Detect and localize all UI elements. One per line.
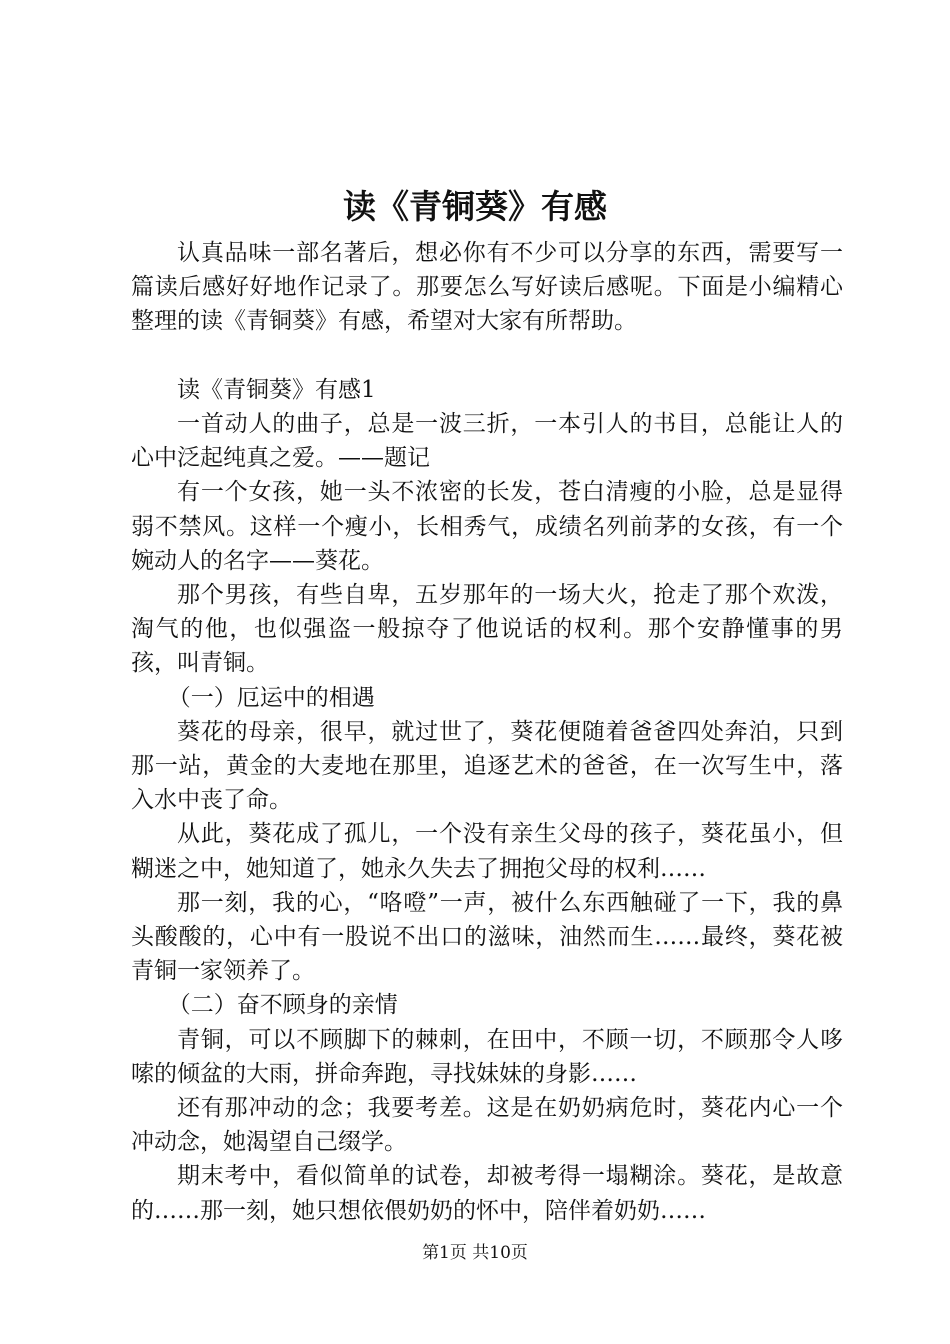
paragraph: 一首动人的曲子，总是一波三折，一本引人的书目，总能让人的心中泛起纯真之爱。——题记 [131, 411, 843, 472]
section-heading: 读《青铜葵》有感1 [177, 376, 376, 403]
paragraph: 那个男孩，有些自卑，五岁那年的一场大火，抢走了那个欢泼，淘气的他，也似强盗一般掠夺了他说话的权利。那个安静懂事的男孩，叫青铜。 [131, 582, 843, 677]
subheading: （一）厄运中的相遇 [167, 684, 375, 711]
document-body [131, 236, 843, 1228]
intro-paragraph: 认真品味一部名著后，想必你有不少可以分享的东西，需要写一篇读后感好好地作记录了。那要怎么写好读后感呢。下面是小编精心整理的读《青铜葵》有感，希望对大家有所帮助。 [131, 240, 843, 335]
paragraph: 青铜，可以不顾脚下的棘刺，在田中，不顾一切，不顾那令人哆嗦的倾盆的大雨，拼命奔跑，寻找妹妹的身影…… [131, 1026, 843, 1087]
page-footer: 第1页 共10页 [422, 1243, 528, 1263]
paragraph: 那一刻，我的心，“咯噔”一声，被什么东西触碰了一下，我的鼻头酸酸的，心中有一股说不出口的滋味，油然而生……最终，葵花被青铜一家领养了。 [131, 889, 843, 985]
paragraph: 葵花的母亲，很早，就过世了，葵花便随着爸爸四处奔泊，只到那一站，黄金的大麦地在那里，追逐艺术的爸爸，在一次写生中，落入水中丧了命。 [131, 718, 843, 814]
paragraph: 有一个女孩，她一头不浓密的长发，苍白清瘦的小脸，总是显得弱不禁风。这样一个瘦小，长相秀气，成绩名列前茅的女孩，有一个婉动人的名字——葵花。 [131, 479, 843, 574]
page-title: 读《青铜葵》有感 [343, 187, 607, 226]
paragraph: 期末考中，看似简单的试卷，却被考得一塌糊涂。葵花，是故意的……那一刻，她只想依偎奶奶的怀中，陪伴着奶奶…… [131, 1163, 843, 1224]
paragraph: 从此，葵花成了孤儿，一个没有亲生父母的孩子，葵花虽小，但糊迷之中，她知道了，她永久失去了拥抱父母的权利…… [131, 821, 843, 882]
subheading: （二）奋不顾身的亲情 [167, 992, 398, 1019]
blank-line [131, 339, 843, 373]
paragraph: 还有那冲动的念；我要考差。这是在奶奶病危时，葵花内心一个冲动念，她渴望自己缀学。 [131, 1095, 843, 1156]
